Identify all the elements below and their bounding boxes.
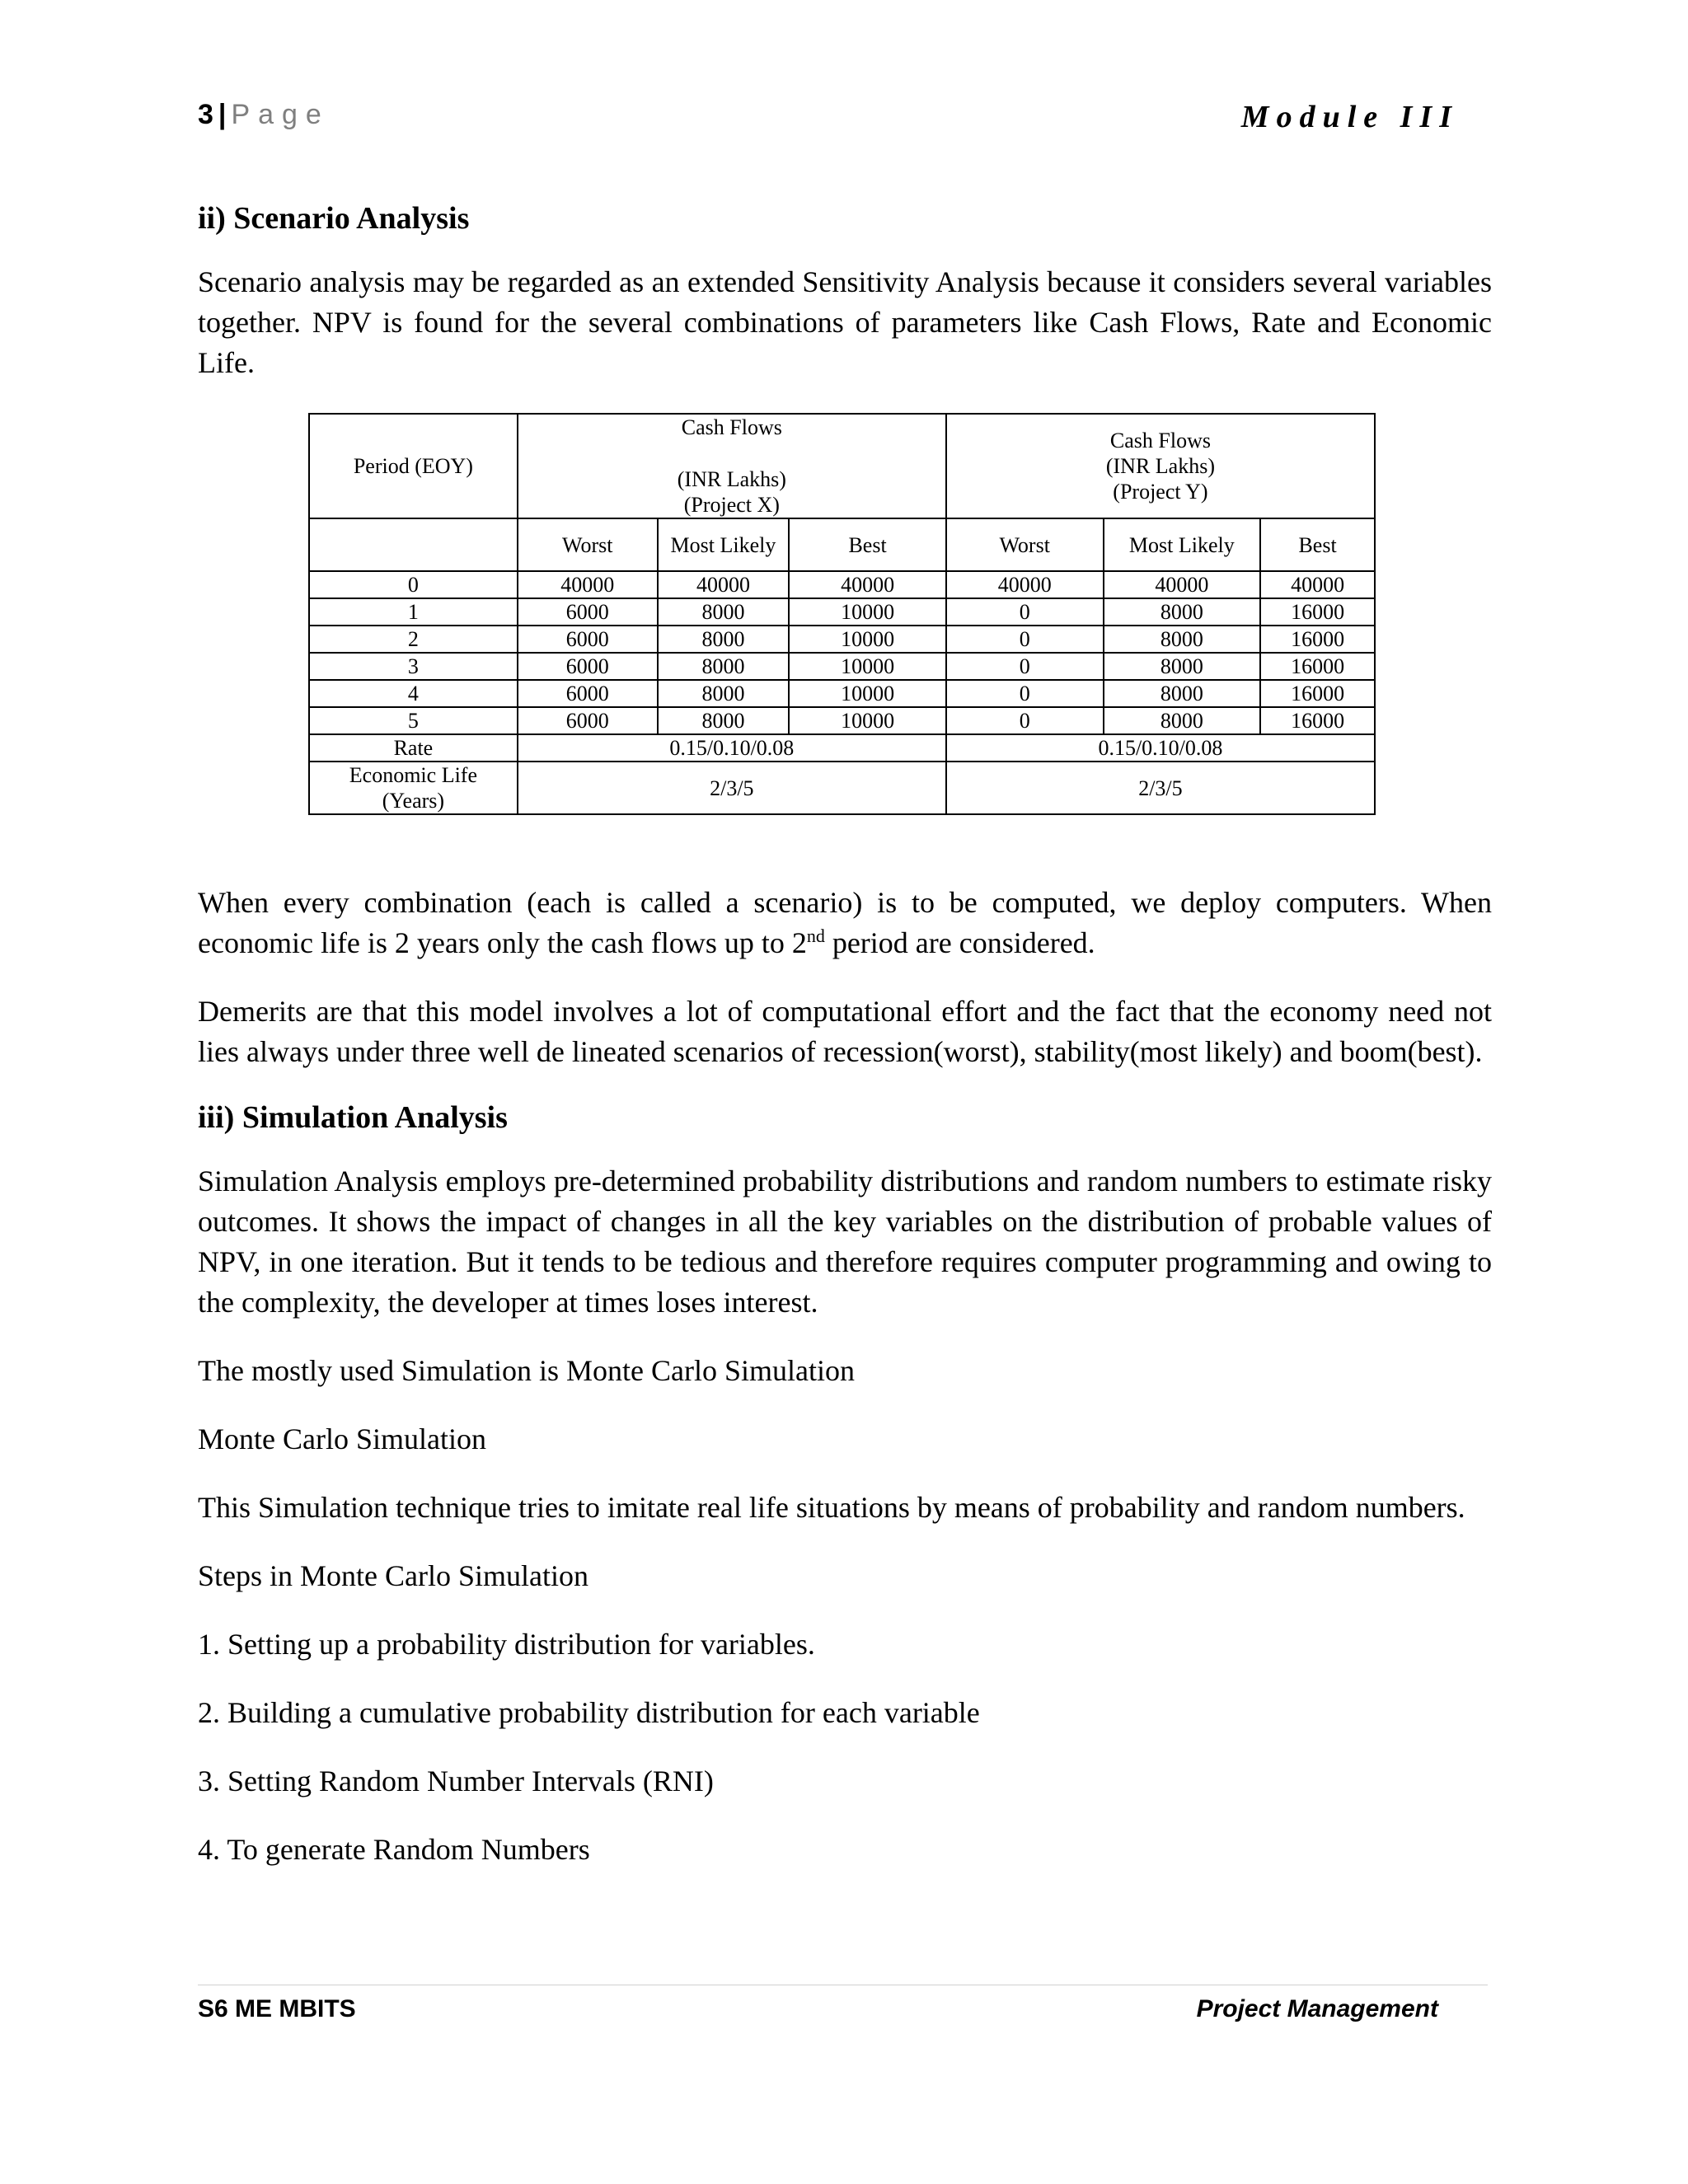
cash-flow-table xyxy=(308,413,1376,815)
subheader-cell: Most Likely xyxy=(1104,518,1261,571)
monte-carlo-title: Monte Carlo Simulation xyxy=(198,1422,486,1455)
footer-subject: Project Management xyxy=(1196,1995,1438,2022)
period-header: Period (EOY) xyxy=(309,414,518,518)
rate-row: Rate 0.15/0.10/0.08 0.15/0.10/0.08 xyxy=(309,734,1375,762)
table-row: 5 6000 8000 10000 0 8000 16000 xyxy=(309,707,1375,734)
page-header xyxy=(198,99,1459,140)
page-footer xyxy=(198,1985,1488,2035)
subheader-blank xyxy=(309,518,518,571)
demerits-paragraph: Demerits are that this model involves a lot of computational effort and the fact that the economy need not lies always under three well de lineated scenarios of recession(worst), stability(most likely) and boom(best). xyxy=(198,995,1492,1068)
module-title: Module III xyxy=(1240,100,1459,134)
table-subheader-row xyxy=(309,518,1375,571)
section-heading-simulation: iii) Simulation Analysis xyxy=(198,1100,508,1135)
project-y-header: Cash Flows (INR Lakhs) (Project Y) xyxy=(946,414,1375,518)
project-x-header: Cash Flows (INR Lakhs) (Project X) xyxy=(518,414,946,518)
subheader-cell: Worst xyxy=(946,518,1104,571)
scenario-paragraph: Scenario analysis may be regarded as an extended Sensitivity Analysis because it considers several variables together. NPV is found for the several combinations of parameters like Cash Flows, Rate and Economic Life. xyxy=(198,265,1492,379)
table-row: 4 6000 8000 10000 0 8000 16000 xyxy=(309,680,1375,707)
economic-life-row: Economic Life (Years) 2/3/5 2/3/5 xyxy=(309,762,1375,814)
table-row: 0 40000 40000 40000 40000 40000 40000 xyxy=(309,571,1375,598)
subheader-cell: Best xyxy=(789,518,946,571)
table-row: 2 6000 8000 10000 0 8000 16000 xyxy=(309,626,1375,653)
step-item: 2. Building a cumulative probability distribution for each variable xyxy=(198,1696,980,1729)
monte-carlo-intro: The mostly used Simulation is Monte Carlo Simulation xyxy=(198,1354,855,1387)
step-item: 4. To generate Random Numbers xyxy=(198,1833,590,1866)
table-row: 3 6000 8000 10000 0 8000 16000 xyxy=(309,653,1375,680)
monte-carlo-description: This Simulation technique tries to imitate real life situations by means of probability and random numbers. xyxy=(198,1491,1465,1524)
subheader-cell: Most Likely xyxy=(658,518,790,571)
step-item: 3. Setting Random Number Intervals (RNI) xyxy=(198,1765,714,1797)
page-number: 3 | Page xyxy=(198,99,330,130)
subheader-cell: Best xyxy=(1260,518,1375,571)
scenario-computation-paragraph: When every combination (each is called a scenario) is to be computed, we deploy computers. When economic life is 2 years only the cash flows up to 2nd period are considered. xyxy=(198,886,1492,959)
section-heading-scenario: ii) Scenario Analysis xyxy=(198,201,470,236)
steps-title: Steps in Monte Carlo Simulation xyxy=(198,1559,588,1592)
page-content xyxy=(198,198,1492,1870)
subheader-cell: Worst xyxy=(518,518,658,571)
table-row: 1 6000 8000 10000 0 8000 16000 xyxy=(309,598,1375,626)
step-item: 1. Setting up a probability distribution for variables. xyxy=(198,1628,815,1661)
simulation-paragraph: Simulation Analysis employs pre-determined probability distributions and random numbers to estimate risky outcomes. It shows the impact of changes in all the key variables on the distribution of probable values of NPV, in one iteration. But it tends to be tedious and therefore requires computer programming and owing to the complexity, the developer at times loses interest. xyxy=(198,1165,1492,1319)
table-header-row xyxy=(309,414,1375,518)
footer-course: S6 ME MBITS xyxy=(198,1995,356,2022)
